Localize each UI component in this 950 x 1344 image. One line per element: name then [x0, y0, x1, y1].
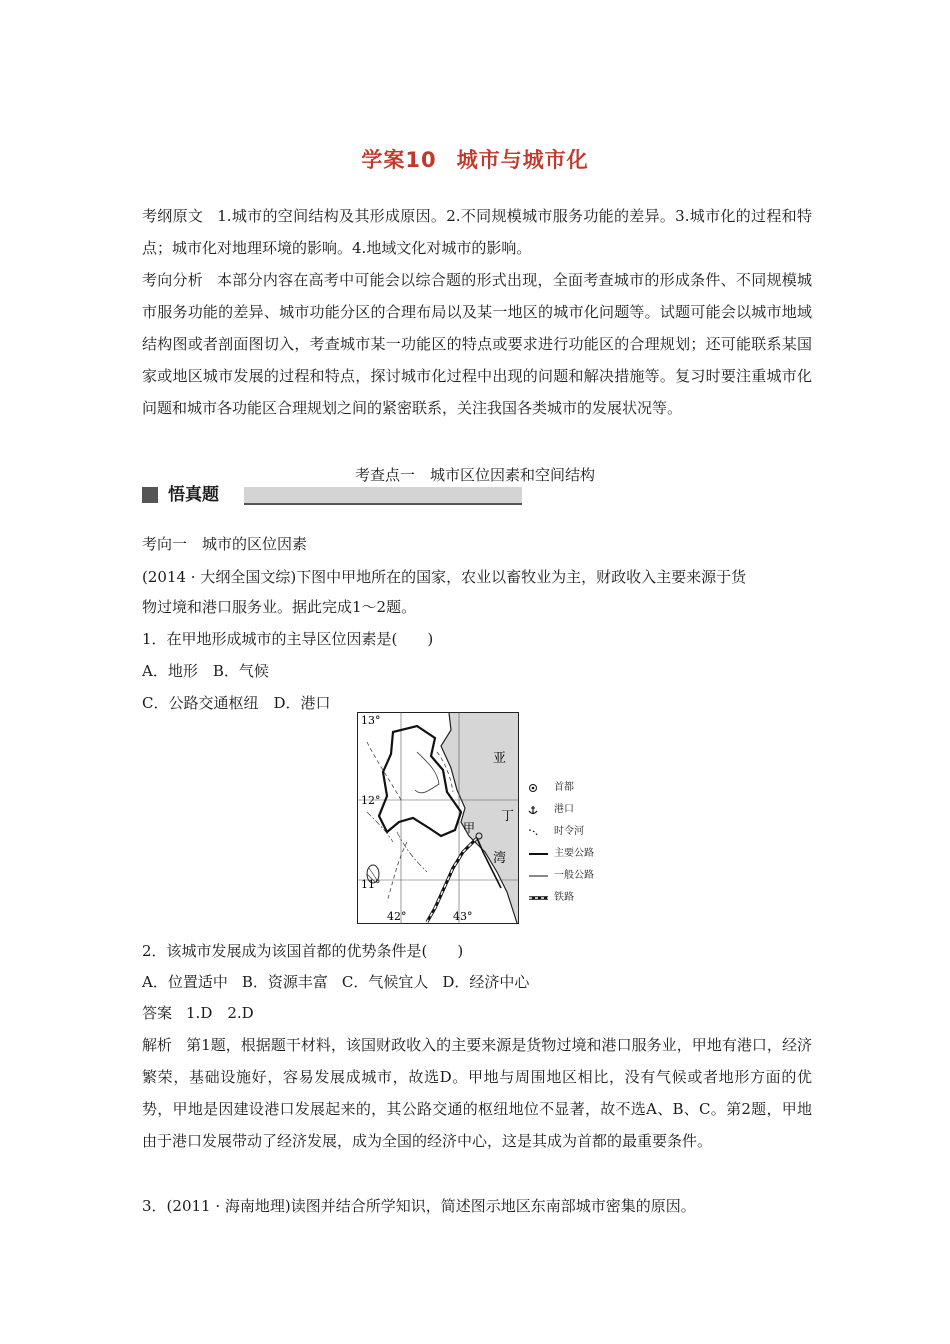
lat-label-11: 11° — [361, 878, 381, 891]
legend-label: 一般公路 — [554, 870, 594, 881]
question-3-stem: 3．(2011 · 海南地理)读图并结合所学知识，简述图示地区东南部城市密集的原因。 — [142, 1197, 696, 1215]
answer-label: 答案 — [142, 1004, 173, 1022]
lat-label-13: 13° — [361, 714, 381, 727]
page-title — [0, 144, 950, 174]
syllabus-text: 1.城市的空间结构及其形成原因。2.不同规模城市服务功能的差异。3.城市化的过程和特点；城市化对地理环境的影响。4.地域文化对城市的影响。 — [142, 207, 812, 257]
place-label: 甲 — [463, 821, 476, 835]
section-title: 悟真题 — [168, 485, 219, 505]
analysis-label: 考向分析 — [142, 271, 204, 289]
answer-text: 1.D 2.D — [186, 1004, 254, 1022]
section-marker — [142, 487, 158, 503]
explanation-label: 解析 — [142, 1036, 173, 1054]
lesson-number: 学案10 — [361, 148, 437, 172]
lat-label-12: 12° — [361, 794, 381, 807]
section-rule — [244, 487, 522, 505]
direction-heading: 考向一 城市的区位因素 — [142, 535, 308, 553]
minor-road-icon — [528, 871, 550, 881]
legend-main-road — [528, 843, 618, 865]
sea-label-2: 丁 — [501, 809, 515, 824]
legend-port — [528, 799, 618, 821]
capital-icon — [528, 783, 550, 793]
legend-label: 铁路 — [554, 892, 574, 903]
option-a: A．位置适中 — [142, 973, 228, 991]
legend-label: 主要公路 — [554, 848, 594, 859]
answer-line — [142, 999, 822, 1027]
option-b: B．资源丰富 — [241, 973, 328, 991]
sea-label-1: 亚 — [493, 751, 507, 766]
question-1-options-cd: C．公路交通枢纽 D．港口 — [142, 694, 331, 712]
sea-label-3: 湾 — [493, 851, 507, 866]
intro-line-2: 物过境和港口服务业。据此完成1～2题。 — [142, 598, 417, 616]
explanation-paragraph — [142, 1029, 812, 1157]
railway-icon — [528, 893, 550, 903]
legend-label: 港口 — [554, 804, 574, 815]
legend-capital — [528, 777, 618, 799]
anchor-icon — [528, 805, 550, 815]
explanation-text: 第1题，根据题干材料，该国财政收入的主要来源是货物过境和港口服务业，甲地有港口，经济繁荣，基础设施好，容易发展成城市，故选D。甲地与周围地区相比，没有气候或者地形方面的优势，甲地是因建设港口发展起来的，其公路交通的枢纽地位不显著，故不选A、B、C。第2题，甲地由于港口发展带动了经济发展，成为全国的经济中心，这是其成为首都的最重要条件。 — [142, 1036, 812, 1150]
question-2-stem: 2．该城市发展成为该国首都的优势条件是( ) — [142, 942, 464, 960]
question-2-options — [142, 968, 822, 996]
question-1-stem: 1．在甲地形成城市的主导区位因素是( ) — [142, 630, 434, 648]
lon-label-42: 42° — [387, 910, 407, 923]
question-1-options-ab: A．地形 B．气候 — [142, 662, 269, 680]
legend-label: 首都 — [554, 782, 574, 793]
syllabus-paragraph — [142, 200, 812, 264]
intro-line-1: (2014 · 大纲全国文综)下图中甲地所在的国家，农业以畜牧业为主，财政收入主要来源于货 — [142, 568, 747, 586]
region-map — [357, 712, 519, 924]
lon-label-43: 43° — [453, 910, 473, 923]
option-c: C．气候宜人 — [341, 973, 429, 991]
legend-seasonal-river — [528, 821, 618, 843]
analysis-paragraph — [142, 264, 812, 424]
legend-minor-road — [528, 865, 618, 887]
legend-railway — [528, 887, 618, 909]
exam-point-heading: 考查点一 城市区位因素和空间结构 — [354, 466, 595, 484]
map-legend — [528, 777, 618, 909]
legend-label: 时令河 — [554, 826, 584, 837]
seasonal-river-icon — [528, 827, 550, 837]
section-header — [142, 484, 522, 506]
lesson-title: 城市与城市化 — [456, 148, 589, 172]
main-road-icon — [528, 849, 550, 859]
syllabus-label: 考纲原文 — [142, 207, 204, 225]
analysis-text: 本部分内容在高考中可能会以综合题的形式出现，全面考查城市的形成条件、不同规模城市服务功能的差异、城市功能分区的合理布局以及某一地区的城市化问题等。试题可能会以城市地域结构图或者剖面图切入，考查城市某一功能区的特点或要求进行功能区的合理规划；还可能联系某国家或地区城市发展的过程和特点，探讨城市化过程中出现的问题和解决措施等。复习时要注重城市化问题和城市各功能区合理规划之间的紧密联系，关注我国各类城市的发展状况等。 — [142, 271, 812, 417]
option-d: D．经济中心 — [442, 973, 530, 991]
